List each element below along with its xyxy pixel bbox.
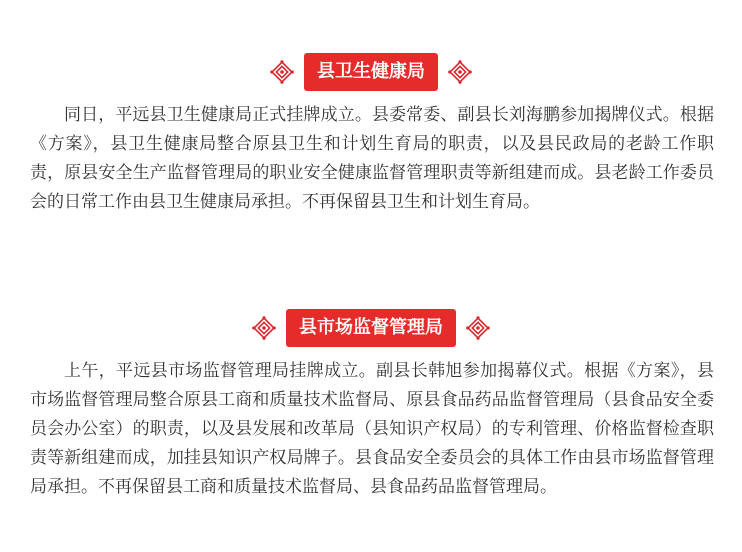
section-body-paragraph: 上午，平远县市场监督管理局挂牌成立。副县长韩旭参加揭幕仪式。根据《方案》，县市场监督管理局整合原县工商和质量技术监督局、原县食品药品监督管理局（县食品安全委员会办公室）的职责，以及县发展和改革局（县知识产权局）的专利管理、价格监督检查职责等新组建而成，加挂县知识产权局牌子。县食品安全委员会的具体工作由县市场监督管理局承担。不再保留县工商和质量技术监督局、县食品药品监督管理局。: [30, 361, 714, 497]
section-body-paragraph: 同日，平远县卫生健康局正式挂牌成立。县委常委、副县长刘海鹏参加揭牌仪式。根据《方案》，县卫生健康局整合原县卫生和计划生育局的职责，以及县民政局的老龄工作职责，原县安全生产监督管理局的职业安全健康监督管理职责等新组建而成。县老龄工作委员会的日常工作由县卫生健康局承担。不再保留县卫生和计划生育局。: [30, 105, 714, 212]
chinese-knot-ornament-icon: [448, 60, 472, 84]
chinese-knot-ornament-icon: [252, 316, 276, 340]
section-title-badge: 县市场监督管理局: [286, 309, 456, 347]
section-header-health-bureau: [0, 53, 742, 91]
chinese-knot-ornament-icon: [466, 316, 490, 340]
section-title-badge: 县卫生健康局: [304, 53, 438, 91]
chinese-knot-ornament-icon: [270, 60, 294, 84]
section-header-market-bureau: [0, 309, 742, 347]
